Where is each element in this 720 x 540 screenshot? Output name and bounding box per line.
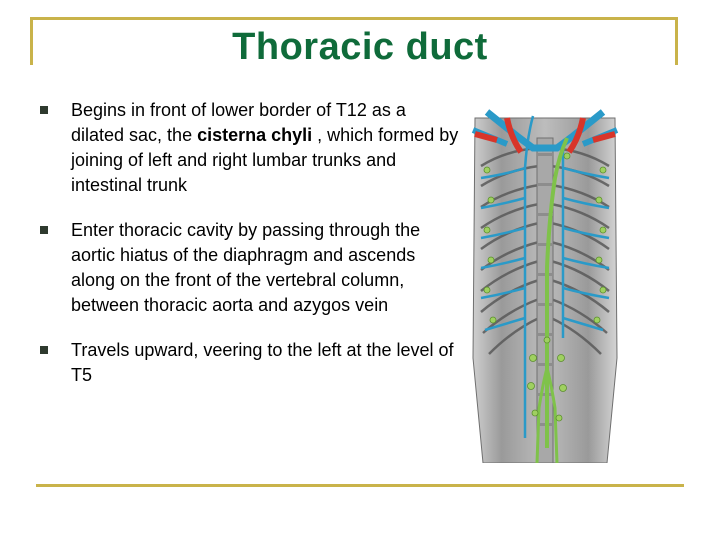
square-bullet-icon [40, 106, 48, 114]
bullet-item [40, 98, 460, 198]
square-bullet-icon [40, 346, 48, 354]
bullet-list [40, 98, 460, 408]
bullet-bold-term: cisterna chyli [197, 125, 313, 145]
frame-top-rule [30, 17, 678, 20]
thoracic-duct-anatomy-illustration-icon [467, 108, 623, 463]
bullet-item [40, 218, 460, 318]
bullet-text-part: Begins in front of lower border of T12 as a dilated sac, the [71, 100, 406, 145]
frame-bottom-rule [36, 484, 684, 487]
square-bullet-icon [40, 226, 48, 234]
slide-title: Thoracic duct [232, 26, 488, 68]
bullet-text: Enter thoracic cavity by passing through the aortic hiatus of the diaphragm and ascends along on the front of the vertebral column, between thoracic aorta and azygos vein [71, 220, 421, 315]
bullet-text: Travels upward, veering to the left at the level of T5 [71, 340, 454, 385]
bullet-item [40, 338, 460, 388]
bullet-text [71, 100, 458, 195]
bullet-text-part: , which formed by joining of left and right lumbar trunks and intestinal trunk [71, 125, 459, 195]
